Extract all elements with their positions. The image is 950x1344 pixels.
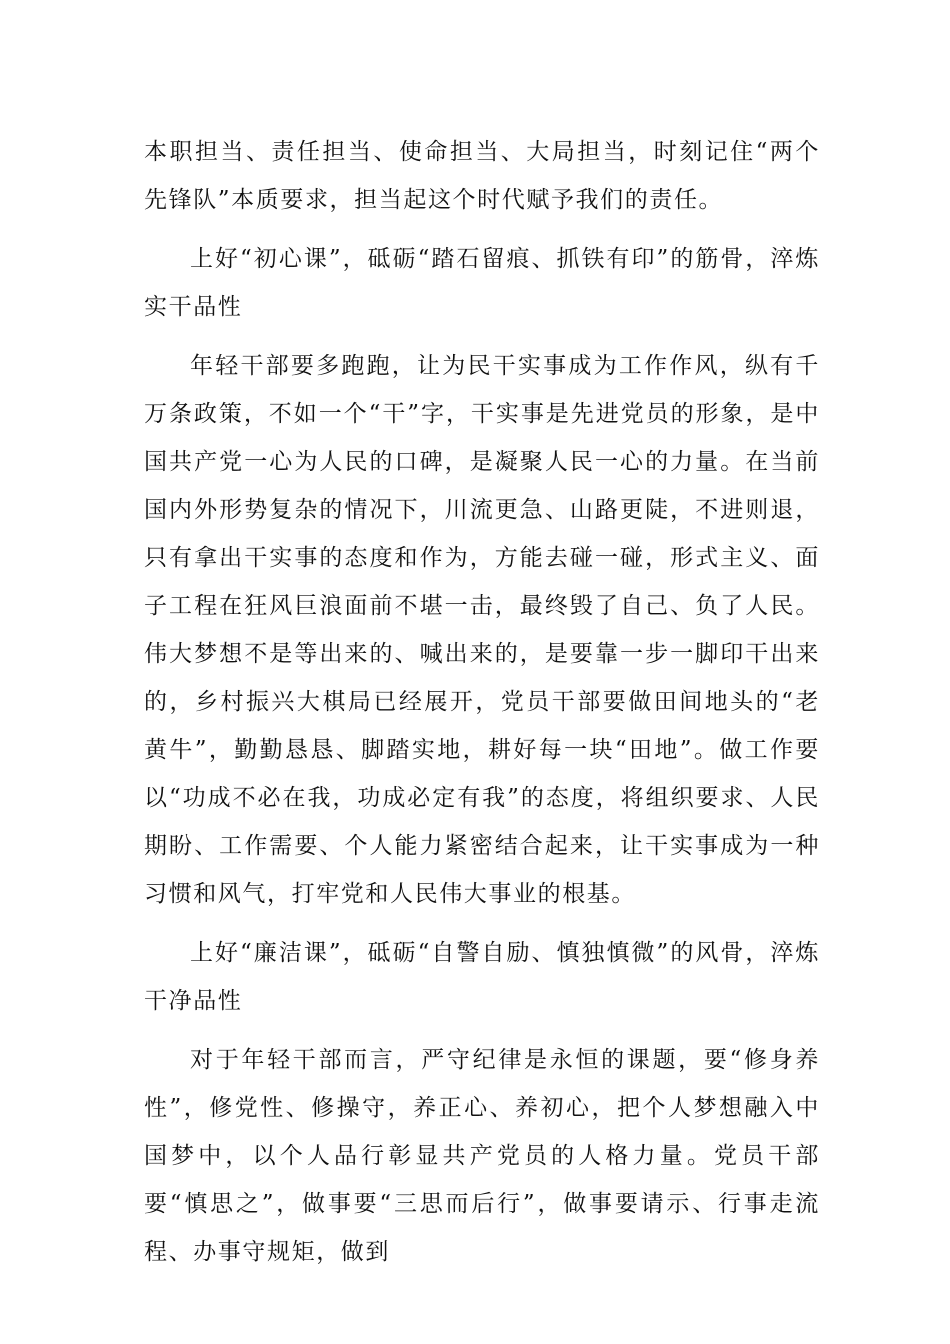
section-heading-initial-aspiration: 上好“初心课”，砥砺“踏石留痕、抓铁有印”的筋骨，淬炼实干品性 — [144, 246, 820, 320]
paragraph-discipline: 对于年轻干部而言，严守纪律是永恒的课题，要“修身养性”，修党性、修操守，养正心、养初心，把个人梦想融入中国梦中，以个人品行彰显共产党员的人格力量。党员干部要“慎思之”，做事要“三思而后行”，做事要请示、行事走流程、办事守规矩，做到 — [144, 1047, 820, 1265]
paragraph-continuation: 本职担当、责任担当、使命担当、大局担当，时刻记住“两个先锋队”本质要求，担当起这个时代赋予我们的责任。 — [144, 139, 820, 213]
document-body — [144, 128, 820, 1287]
paragraph-practical-work: 年轻干部要多跑跑，让为民干实事成为工作作风，纵有千万条政策，不如一个“干”字，干实事是先进党员的形象，是中国共产党一心为人民的口碑，是凝聚人民一心的力量。在当前国内外形势复杂的情况下，川流更急、山路更陡，不进则退，只有拿出干实事的态度和作为，方能去碰一碰，形式主义、面子工程在狂风巨浪面前不堪一击，最终毁了自己、负了人民。伟大梦想不是等出来的、喊出来的，是要靠一步一脚印干出来的，乡村振兴大棋局已经展开，党员干部要做田间地头的“老黄牛”，勤勤恳恳、脚踏实地，耕好每一块“田地”。做工作要以“功成不必在我，功成必定有我”的态度，将组织要求、人民期盼、工作需要、个人能力紧密结合起来，让干实事成为一种习惯和风气，打牢党和人民伟大事业的根基。 — [144, 353, 820, 907]
section-heading-integrity: 上好“廉洁课”，砥砺“自警自励、慎独慎微”的风骨，淬炼干净品性 — [144, 940, 820, 1014]
